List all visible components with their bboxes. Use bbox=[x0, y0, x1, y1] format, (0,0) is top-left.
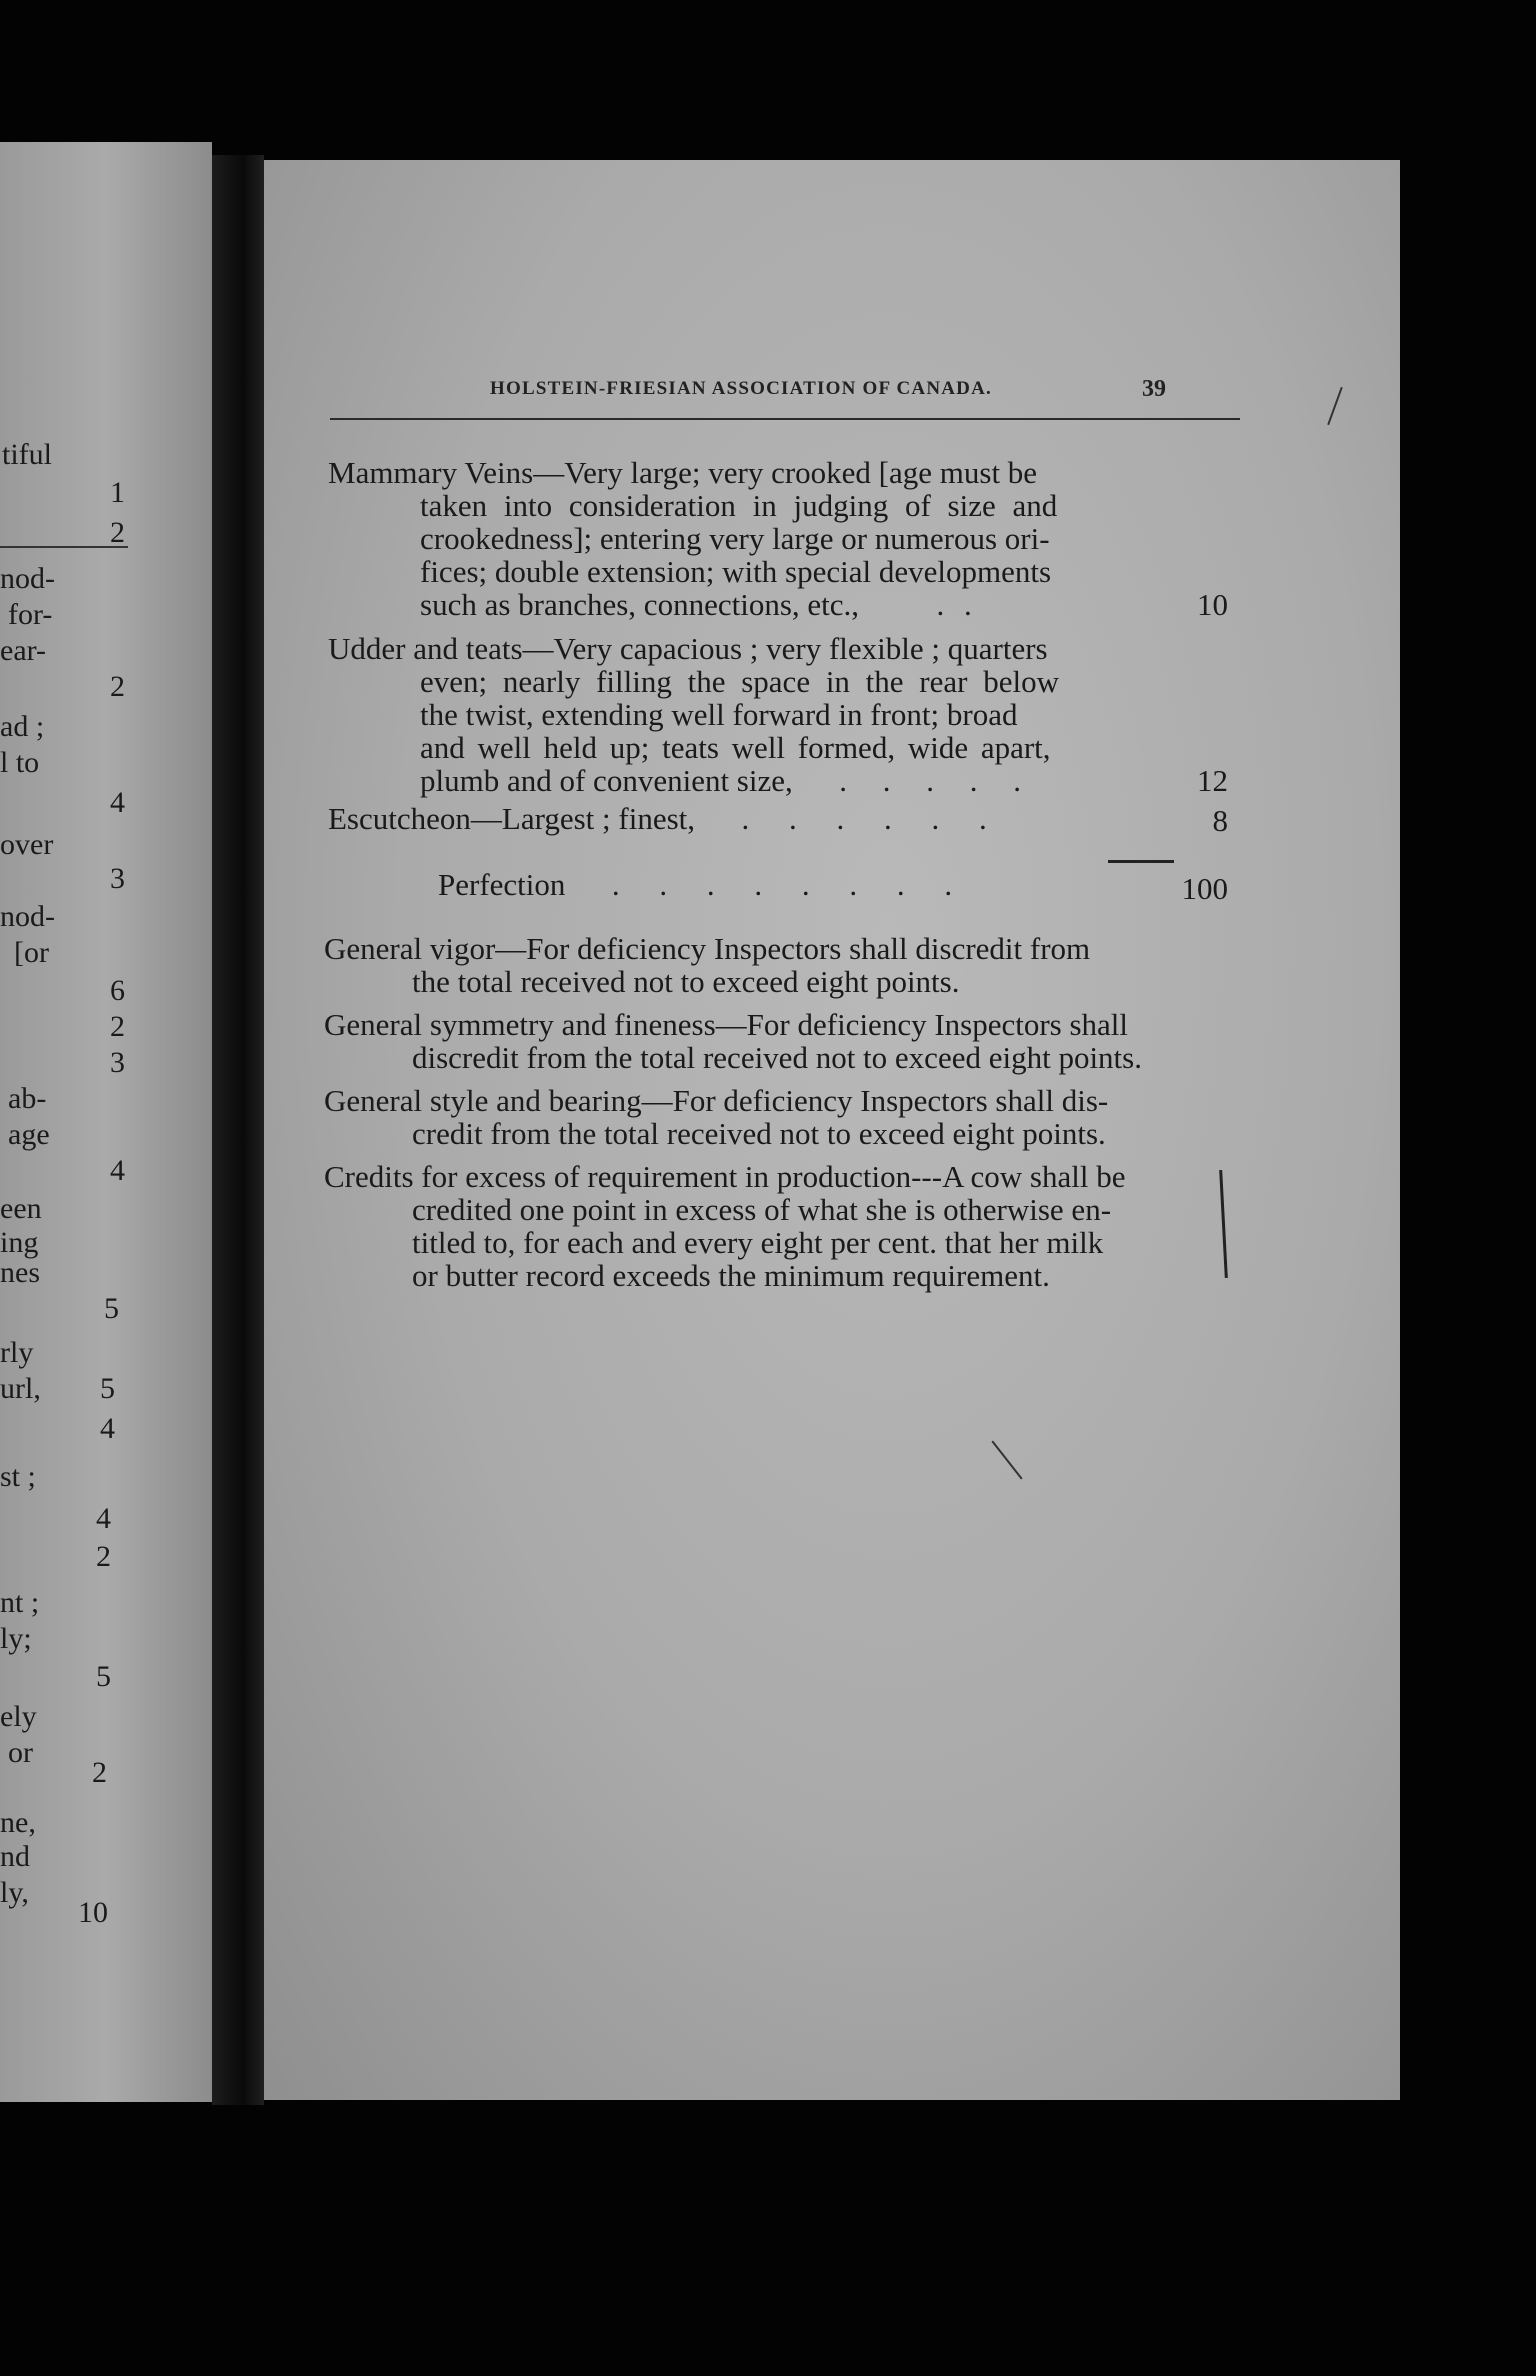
leader-dots: . . . . . . . . bbox=[611, 867, 969, 902]
note-line: the total received not to exceed eight points. bbox=[412, 964, 960, 999]
left-facing-page bbox=[0, 142, 212, 2102]
pencil-margin-scribble bbox=[1327, 387, 1343, 425]
entry-line: taken into consideration in judging of size and bbox=[420, 488, 1058, 523]
left-fragment: 1 bbox=[110, 476, 125, 509]
score-value: 8 bbox=[1212, 803, 1228, 838]
entry-line: the twist, extending well forward in front; broad bbox=[420, 697, 1018, 732]
pencil-tick-mark bbox=[991, 1440, 1022, 1479]
leader-dots: . . . . . bbox=[839, 763, 1036, 798]
left-fragment: 2 bbox=[110, 670, 125, 703]
left-fragment: ly; bbox=[0, 1622, 32, 1655]
entry-line bbox=[328, 588, 1228, 621]
note-line: titled to, for each and every eight per cent. that her milk bbox=[412, 1225, 1104, 1260]
entry-text: such as branches, connections, etc., bbox=[420, 587, 860, 622]
left-fragment: ly, bbox=[0, 1876, 29, 1909]
left-fragment: 4 bbox=[96, 1502, 111, 1535]
left-fragment: tiful bbox=[2, 438, 52, 471]
note-line: General vigor—For deficiency Inspectors shall discredit from bbox=[324, 931, 1091, 966]
total-rule bbox=[1108, 860, 1174, 863]
left-fragment: ne, bbox=[0, 1806, 36, 1839]
left-fragment: 2 bbox=[110, 1010, 125, 1043]
total-label: Perfection bbox=[438, 867, 566, 902]
scorecard-entry-udder-and-teats bbox=[328, 632, 1228, 797]
entry-line: crookedness]; entering very large or numerous ori- bbox=[420, 521, 1050, 556]
score-value: 10 bbox=[1197, 587, 1228, 622]
left-fragment: nod- bbox=[0, 900, 55, 933]
entry-line: and well held up; teats well formed, wide apart, bbox=[420, 730, 1051, 765]
left-fragment: for- bbox=[8, 598, 53, 631]
note-general-vigor bbox=[324, 932, 1242, 998]
left-fragment: 3 bbox=[110, 1046, 125, 1079]
left-fragment: [or bbox=[14, 936, 49, 969]
left-fragment: nt ; bbox=[0, 1586, 40, 1619]
page-number: 39 bbox=[1142, 376, 1166, 402]
left-fragment: nd bbox=[0, 1840, 30, 1873]
entry-line: Udder and teats—Very capacious ; very flexible ; quarters bbox=[328, 631, 1048, 666]
score-value: 12 bbox=[1197, 763, 1228, 798]
left-fragment: over bbox=[0, 828, 54, 861]
entry-line: fices; double extension; with special developments bbox=[420, 554, 1052, 589]
note-production-credits bbox=[324, 1160, 1242, 1292]
left-fragment: 4 bbox=[110, 1154, 125, 1187]
left-fragment: 4 bbox=[100, 1412, 115, 1445]
note-line: Credits for excess of requirement in production---A cow shall be bbox=[324, 1159, 1126, 1194]
note-general-symmetry bbox=[324, 1008, 1242, 1074]
note-line: General symmetry and fineness—For deficiency Inspectors shall bbox=[324, 1007, 1129, 1042]
left-fragment: url, bbox=[0, 1372, 41, 1405]
entry-line: even; nearly filling the space in the rear below bbox=[420, 664, 1059, 699]
entry-text: plumb and of convenient size, bbox=[420, 763, 793, 798]
note-line: discredit from the total received not to exceed eight points. bbox=[412, 1040, 1142, 1075]
running-head: HOLSTEIN-FRIESIAN ASSOCIATION OF CANADA. bbox=[490, 378, 992, 399]
left-fragment: een bbox=[0, 1192, 42, 1225]
book-page bbox=[264, 160, 1400, 2100]
left-fragment: 5 bbox=[104, 1292, 119, 1325]
left-page-rule bbox=[0, 546, 128, 548]
left-fragment: 2 bbox=[96, 1540, 111, 1573]
total-score: 100 bbox=[1181, 871, 1228, 906]
scorecard-entry-mammary-veins bbox=[328, 456, 1228, 621]
leader-dots: . . . . . . bbox=[741, 801, 1003, 836]
left-fragment: l to bbox=[0, 746, 40, 779]
left-fragment: or bbox=[8, 1736, 33, 1769]
left-fragment: nod- bbox=[0, 562, 55, 595]
left-fragment: ely bbox=[0, 1700, 37, 1733]
scorecard-entry-escutcheon bbox=[328, 801, 1228, 838]
left-fragment: 2 bbox=[110, 516, 125, 549]
total-line bbox=[328, 868, 1228, 901]
left-fragment: 2 bbox=[92, 1756, 107, 1789]
header-rule bbox=[330, 418, 1240, 420]
left-fragment: ad ; bbox=[0, 710, 45, 743]
left-fragment: 5 bbox=[96, 1660, 111, 1693]
left-fragment: age bbox=[8, 1118, 50, 1151]
book-gutter bbox=[212, 155, 264, 2105]
left-fragment: 5 bbox=[100, 1372, 115, 1405]
left-fragment: ear- bbox=[0, 634, 47, 667]
note-line: or butter record exceeds the minimum requirement. bbox=[412, 1258, 1050, 1293]
entry-line bbox=[328, 764, 1228, 797]
left-fragment: 4 bbox=[110, 786, 125, 819]
note-line: credit from the total received not to exceed eight points. bbox=[412, 1116, 1106, 1151]
left-fragment: 10 bbox=[78, 1896, 108, 1929]
left-fragment: nes bbox=[0, 1256, 40, 1289]
scorecard-total bbox=[328, 867, 1228, 906]
left-fragment: st ; bbox=[0, 1460, 36, 1493]
left-fragment: ab- bbox=[8, 1082, 47, 1115]
entry-line bbox=[328, 801, 1228, 838]
left-fragment: 6 bbox=[110, 974, 125, 1007]
entry-line: Mammary Veins—Very large; very crooked [age must be bbox=[328, 455, 1038, 490]
left-fragment: rly bbox=[0, 1336, 34, 1369]
note-line: General style and bearing—For deficiency Inspectors shall dis- bbox=[324, 1083, 1109, 1118]
left-fragment: 3 bbox=[110, 862, 125, 895]
note-line: credited one point in excess of what she is otherwise en- bbox=[412, 1192, 1112, 1227]
leader-dots: . . bbox=[936, 587, 978, 622]
left-fragment: ing bbox=[0, 1226, 39, 1259]
entry-text: Escutcheon—Largest ; finest, bbox=[328, 801, 696, 836]
note-general-style bbox=[324, 1084, 1242, 1150]
